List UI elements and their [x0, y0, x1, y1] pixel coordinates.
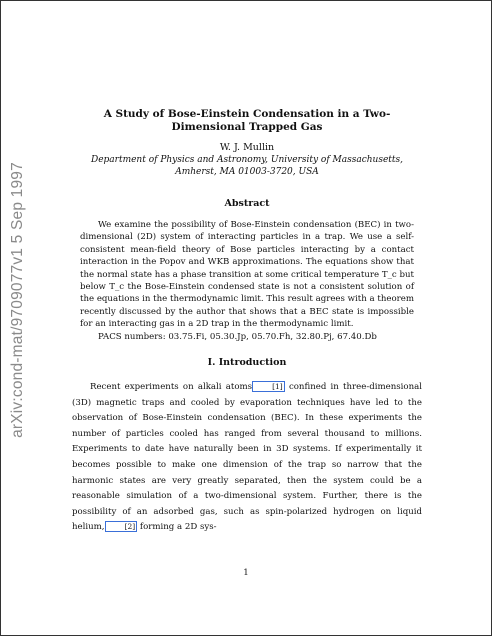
paper-title: A Study of Bose-Einstein Condensation in a Two-Dimensional Trapped Gas [103, 108, 391, 133]
pacs-numbers: PACS numbers: 03.75.Fi, 05.30.Jp, 05.70.Fh, 32.80.Pj, 67.40.Db [98, 331, 377, 342]
intro-paragraph [72, 380, 422, 536]
intro-text-part-3: forming a 2D sys- [137, 522, 217, 533]
abstract-heading: Abstract [224, 198, 270, 209]
author-name: W. J. Mullin [219, 142, 275, 153]
abstract-text: We examine the possibility of Bose-Einstein condensation (BEC) in two-dimensional (2D) system of interacting particles in a trap. We use a self-consistent mean-field theory of Bose particles interacting by a contact interaction in the Popov and WKB approximations. The equations show that the normal state has a phase transition at some critical temperature T_c but below T_c the Bose-Einstein condensed state is not a consistent solution of the equations in the thermodynamic limit. This result agrees with a theorem recently discussed by the author that shows that a BEC state is impossible for an interacting gas in a 2D trap in the thermodynamic limit. [80, 220, 414, 330]
author-affiliation [72, 154, 422, 178]
intro-text-part-2: confined in three-dimensional (3D) magnetic traps and cooled by evaporation techniques have led to the observation of Bose-Einstein condensation (BEC). In these experiments the number of particles cooled has ranged from several thousand to millions. Experiments to date have naturally been in 3D systems. If experimentally it becomes possible to make one dimension of the trap so narrow that the harmonic states are very greatly separated, then the system could be a reasonable simulation of a two-dimensional system. Further, there is the possibility of an adsorbed gas, such as spin-polarized hydrogen on liquid helium, [72, 382, 422, 533]
intro-text-part-1: Recent experiments on alkali atoms [90, 382, 253, 393]
arxiv-id-label: arXiv:cond-mat/9709077v1 5 Sep 1997 [9, 162, 27, 438]
section-heading: I. Introduction [207, 357, 287, 369]
affiliation-line-1: Department of Physics and Astronomy, University of Massachusetts, [90, 155, 403, 165]
arxiv-stamp [6, 150, 30, 450]
affiliation-line-2: Amherst, MA 01003-3720, USA [175, 167, 319, 177]
paper-content [72, 108, 422, 536]
citation-link-1[interactable]: [1] [252, 381, 285, 392]
citation-link-2[interactable]: [2] [105, 521, 138, 532]
page-number: 1 [243, 568, 249, 578]
